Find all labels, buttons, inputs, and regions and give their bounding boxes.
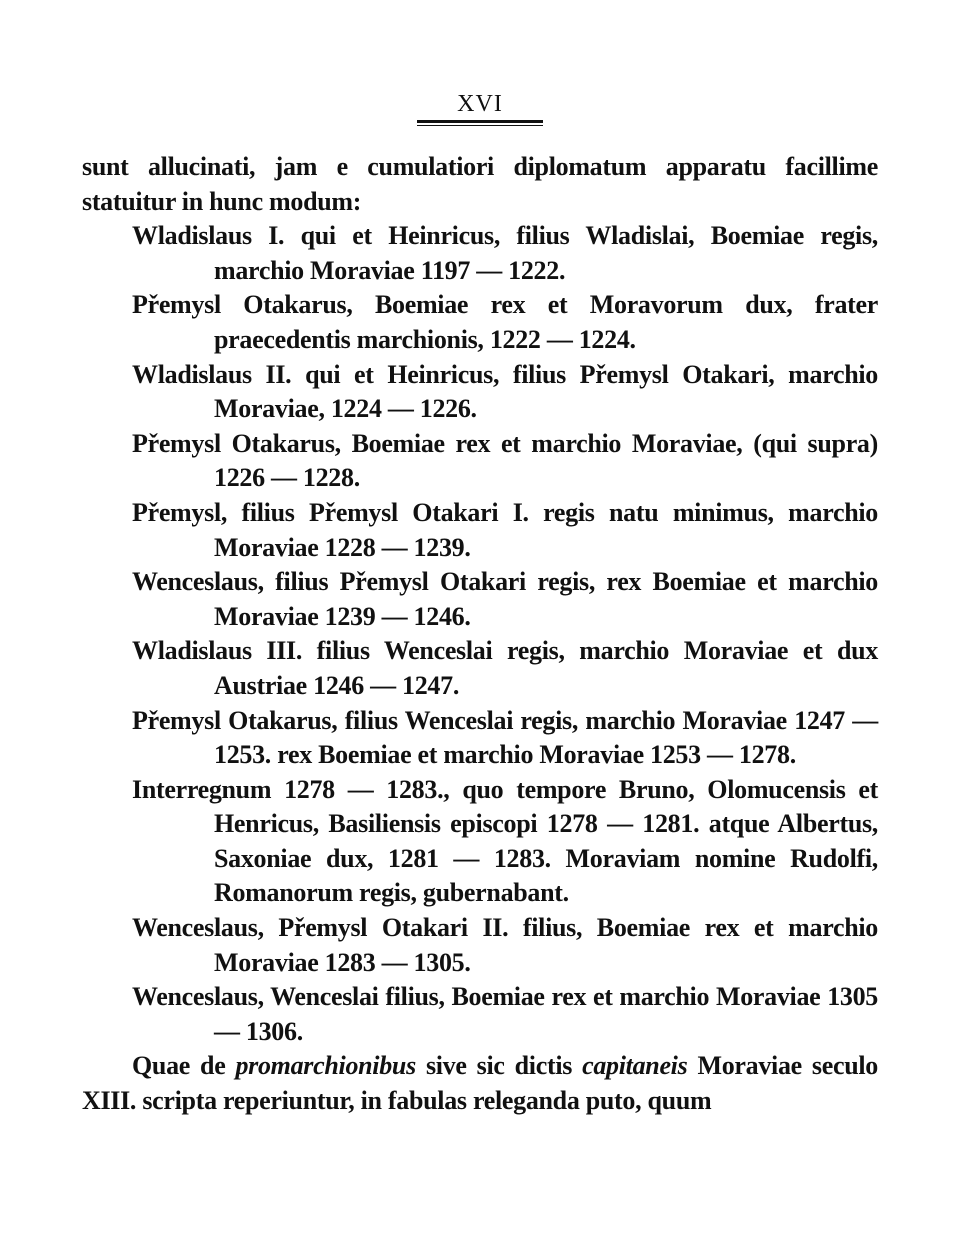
ruler-entry: Wenceslaus, Wenceslai filius, Boemiae rex et marchio Moraviae 1305 — 1306. (132, 982, 878, 1046)
page-header (0, 90, 960, 126)
ruler-entry: Wenceslaus, Přemysl Otakari II. filius, Boemiae rex et marchio Moraviae 1283 — 1305. (132, 913, 878, 977)
ruler-entry: Wenceslaus, filius Přemysl Otakari regis, rex Boemiae et marchio Moraviae 1239 — 1246. (132, 567, 878, 631)
page-body (82, 150, 878, 1119)
ruler-entry: Interregnum 1278 — 1283., quo tempore Bruno, Olomucensis et Henricus, Basiliensis episcopi 1278 — 1281. atque Albertus, Saxoniae dux, 1281 — 1283. Moraviam nomine Rudolfi, Romanorum regis, gubernabant. (132, 774, 878, 908)
closing-text-part2: sive sic dictis (415, 1051, 583, 1081)
page-number: XVI (457, 91, 503, 117)
closing-paragraph (82, 1049, 878, 1118)
header-rule (417, 120, 543, 126)
closing-text-part1: Quae de (132, 1051, 236, 1081)
intro-paragraph: sunt allucinati, jam e cumulatiori diplomatum apparatu facillime statuitur in hunc modum: (82, 152, 878, 216)
ruler-entry: Wladislaus II. qui et Heinricus, filius Přemysl Otakari, marchio Moraviae, 1224 — 1226. (132, 359, 878, 424)
ruler-entry: Wladislaus I. qui et Heinricus, filius Wladislai, Boemiae regis, marchio Moraviae 1197 — 1222. (132, 221, 878, 285)
ruler-entry: Přemysl Otakarus, Boemiae rex et marchio Moraviae, (qui supra) 1226 — 1228. (132, 428, 878, 493)
closing-italic-capitaneis: capitaneis (582, 1051, 688, 1081)
ruler-entry: Wladislaus III. filius Wenceslai regis, marchio Moraviae et dux Austriae 1246 — 1247. (132, 636, 878, 700)
ruler-entry: Přemysl Otakarus, filius Wenceslai regis, marchio Moraviae 1247 — 1253. rex Boemiae et marchio Moraviae 1253 — 1278. (132, 705, 878, 770)
ruler-entry: Přemysl Otakarus, Boemiae rex et Moravorum dux, frater praecedentis marchionis, 1222 — 1224. (132, 290, 878, 354)
ruler-entry: Přemysl, filius Přemysl Otakari I. regis natu minimus, marchio Moraviae 1228 — 1239. (132, 497, 878, 562)
closing-italic-promarchionibus: promarchionibus (235, 1051, 416, 1081)
closing-text-part3: Moraviae seculo XIII. scripta reperiuntur, in fabulas releganda puto, quum (82, 1051, 878, 1116)
